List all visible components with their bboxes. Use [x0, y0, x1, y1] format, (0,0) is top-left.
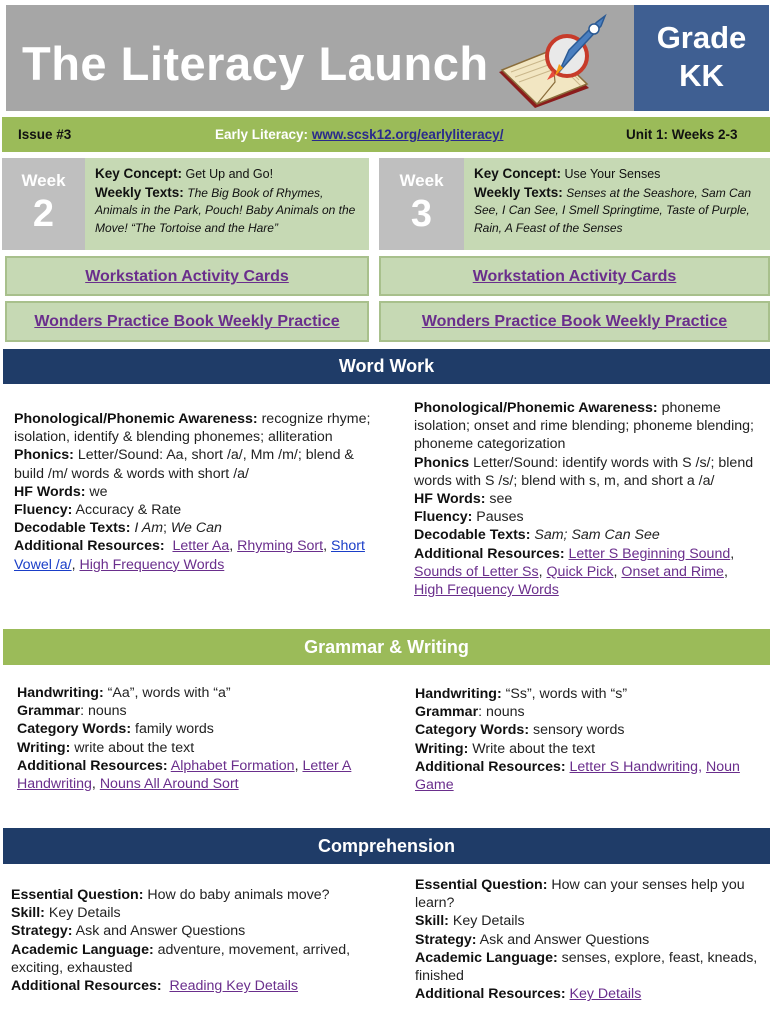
resources-label: Additional Resources:	[14, 538, 165, 555]
resources-label: Additional Resources:	[415, 986, 566, 1003]
phonological-label: Phonological/Phonemic Awareness:	[14, 411, 258, 427]
resource-link[interactable]: Letter S Handwriting,	[569, 758, 703, 775]
handwriting-label: Handwriting:	[17, 685, 104, 701]
resource-link[interactable]: Letter Aa	[172, 538, 230, 555]
essential-question-label: Essential Question:	[415, 877, 548, 893]
grammar-value: nouns	[485, 704, 525, 721]
essential-question-value: How can your senses help you learn?	[415, 877, 745, 912]
key-concept-value: Get Up and Go!	[185, 167, 274, 181]
writing-label: Writing:	[415, 740, 469, 757]
academic-language-label: Academic Language:	[11, 941, 154, 958]
grade-value: KK	[679, 58, 724, 93]
fluency-value: Accuracy & Rate	[75, 502, 182, 519]
issue-number: Issue #3	[18, 127, 72, 142]
writing-value: Write about the text	[472, 740, 596, 757]
resource-link[interactable]: Reading Key Details	[169, 978, 299, 995]
key-concept-label: Key Concept:	[95, 166, 183, 181]
resource-link[interactable]: Letter S Beginning Sound	[568, 545, 731, 562]
week-number: 2	[32, 193, 55, 235]
fluency-label: Fluency:	[14, 502, 73, 519]
hf-words-label: HF Words:	[14, 483, 86, 500]
resources-label: Additional Resources:	[414, 545, 565, 562]
early-literacy-label-text: Early Literacy:	[215, 127, 309, 142]
resource-link[interactable]: Key Details	[569, 986, 642, 1003]
page-title: The Literacy Launch	[22, 37, 489, 90]
week-3-text	[474, 165, 764, 237]
comprehension-week-3	[415, 876, 771, 1003]
resources-label: Additional Resources:	[415, 758, 566, 775]
workstation-cards-link[interactable]: Workstation Activity Cards	[472, 268, 677, 285]
week-2-number-box	[2, 158, 85, 250]
workstation-cards-link[interactable]: Workstation Activity Cards	[85, 268, 289, 285]
phonological-value: phoneme isolation; onset and rime blending; phoneme blending; phoneme categorization	[414, 400, 754, 453]
unit-label: Unit 1: Weeks 2-3	[626, 127, 738, 142]
phonological-label: Phonological/Phonemic Awareness:	[414, 400, 658, 416]
hf-words-value: we	[89, 483, 108, 500]
grammar-writing-week-2: Handwriting: “Aa”, words with “a” Grammar: nouns Category Words: family words Writing: write about the text Additional Resources: Alphabet Formation, Letter A Handwriting, Nouns All Around Sort	[17, 685, 352, 793]
skill-value: Key Details	[48, 905, 121, 922]
issue-bar	[2, 117, 770, 152]
handwriting-value: “Ss”, words with “s”	[505, 686, 628, 702]
section-comprehension: Comprehension	[3, 828, 770, 864]
phonics-value: Letter/Sound: Aa, short /a/, Mm /m/; blend & build /m/ words & words with short /a/	[14, 447, 354, 482]
resource-link[interactable]: Onset and Rime	[621, 563, 724, 580]
skill-label: Skill:	[11, 905, 45, 922]
workstation-cards-box-week-2	[5, 256, 369, 296]
weekly-texts-label: Weekly Texts:	[95, 184, 184, 200]
wonders-practice-box-week-2	[5, 301, 369, 342]
decodable-value: Sam; Sam Can See	[534, 527, 660, 544]
weekly-texts-label: Weekly Texts:	[474, 184, 563, 200]
resource-link[interactable]: Short Vowel /a/	[14, 538, 365, 573]
grammar-label: Grammar	[17, 703, 81, 720]
word-work-week-2: Phonological/Phonemic Awareness: recognize rhyme; isolation, identify & blending phonemes; alliteration Phonics: Letter/Sound: Aa, short /a/, Mm /m/; blend & build /m/ words & words with short /a/ HF Words: we Fluency: Accuracy & Rate Decodable Texts: I Am; We Can Additional Resources: Letter Aa, Rhyming Sort, Short Vowel /a/, High Frequency Words	[14, 411, 371, 573]
strategy-label: Strategy:	[11, 923, 73, 940]
rocket-book-icon	[497, 10, 617, 110]
key-concept-value: Use Your Senses	[564, 167, 661, 181]
hf-words-value: see	[489, 491, 513, 508]
academic-language-value: adventure, movement, arrived, exciting, exhausted	[11, 941, 351, 976]
wonders-practice-link[interactable]: Wonders Practice Book Weekly Practice	[421, 313, 728, 330]
resource-link[interactable]: High Frequency Words	[414, 582, 559, 599]
decodable-value: We Can	[170, 520, 222, 537]
wonders-practice-link[interactable]: Wonders Practice Book Weekly Practice	[34, 313, 340, 330]
handwriting-value: “Aa”, words with “a”	[107, 685, 231, 701]
resource-link[interactable]: Nouns All Around Sort	[99, 776, 239, 793]
essential-question-label: Essential Question:	[11, 887, 144, 903]
category-label: Category Words:	[415, 722, 530, 739]
resources-label: Additional Resources:	[17, 757, 168, 774]
category-label: Category Words:	[17, 721, 132, 738]
strategy-label: Strategy:	[415, 931, 477, 948]
decodable-value: I Am	[134, 520, 164, 537]
early-literacy-link[interactable]: www.scsk12.org/earlyliteracy/	[311, 127, 504, 142]
section-word-work: Word Work	[3, 349, 770, 384]
comprehension-week-2	[11, 886, 373, 995]
weekly-texts-value: Senses at the Seashore, Sam Can See, I Can See, I Smell Springtime, Taste of Purple, Rain, A Feast of the Senses	[474, 185, 752, 235]
handwriting-label: Handwriting:	[415, 686, 502, 702]
week-label: Week	[399, 171, 444, 190]
skill-value: Key Details	[452, 913, 525, 930]
hf-words-label: HF Words:	[414, 491, 486, 508]
resource-link[interactable]: Rhyming Sort	[237, 538, 324, 555]
week-label: Week	[21, 171, 66, 190]
grammar-writing-week-3: Handwriting: “Ss”, words with “s” Grammar: nouns Category Words: sensory words Writing: Write about the text Additional Resources: Letter S Handwriting, Noun Game	[415, 686, 740, 794]
strategy-value: Ask and Answer Questions	[479, 931, 650, 948]
writing-value: write about the text	[74, 739, 195, 756]
wonders-practice-box-week-3	[379, 301, 770, 342]
grammar-value: nouns	[87, 703, 127, 720]
resource-link[interactable]: Sounds of Letter Ss	[414, 563, 539, 580]
resource-link[interactable]: Alphabet Formation	[170, 757, 295, 774]
phonological-value: recognize rhyme; isolation, identify & blending phonemes; alliteration	[14, 411, 371, 446]
writing-label: Writing:	[17, 739, 71, 756]
grade-badge	[634, 5, 769, 111]
word-work-week-3: Phonological/Phonemic Awareness: phoneme isolation; onset and rime blending; phoneme blending; phoneme categorization Phonics Letter/Sound: identify words with S /s/; blend words with S /s/; blend with s, m, and short a /a/ HF Words: see Fluency: Pauses Decodable Texts: Sam; Sam Can See Additional Resources: Letter S Beginning Sound, Sounds of Letter Ss, Quick Pick, Onset and Rime, High Frequency Words	[414, 400, 754, 599]
week-3-number-box	[379, 158, 464, 250]
early-literacy-label	[215, 127, 503, 142]
resources-label: Additional Resources:	[11, 978, 162, 995]
resource-link[interactable]: High Frequency Words	[79, 556, 225, 573]
academic-language-label: Academic Language:	[415, 949, 558, 966]
category-value: sensory words	[533, 722, 625, 739]
strategy-value: Ask and Answer Questions	[75, 923, 246, 940]
resource-link[interactable]: Quick Pick	[546, 563, 614, 580]
key-concept-label: Key Concept:	[474, 166, 562, 181]
week-number: 3	[410, 193, 433, 235]
phonics-value: Letter/Sound: identify words with S /s/; blend words with S /s/; blend with s, m, and short a /a/	[414, 454, 754, 489]
weekly-texts-value: The Big Book of Rhymes, Animals in the Park, Pouch! Baby Animals on the Move! “The Tortoise and the Hare”	[95, 185, 356, 235]
decodable-label: Decodable Texts:	[414, 527, 531, 544]
resource-link[interactable]: Letter A Handwriting	[17, 757, 352, 793]
fluency-value: Pauses	[476, 509, 524, 526]
academic-language-value: senses, explore, feast, kneads, finished	[415, 949, 758, 985]
phonics-label: Phonics	[414, 454, 470, 471]
week-2-text	[95, 165, 363, 237]
phonics-label: Phonics:	[14, 447, 74, 464]
essential-question-value: How do baby animals move?	[147, 887, 330, 903]
skill-label: Skill:	[415, 913, 449, 930]
category-value: family words	[135, 721, 214, 738]
fluency-label: Fluency:	[414, 509, 473, 526]
section-grammar-writing: Grammar & Writing	[3, 629, 770, 665]
workstation-cards-box-week-3	[379, 256, 770, 296]
grammar-label: Grammar	[415, 704, 479, 721]
decodable-label: Decodable Texts:	[14, 520, 131, 537]
resource-link[interactable]: Noun Game	[415, 758, 740, 794]
grade-label: Grade	[656, 20, 747, 55]
